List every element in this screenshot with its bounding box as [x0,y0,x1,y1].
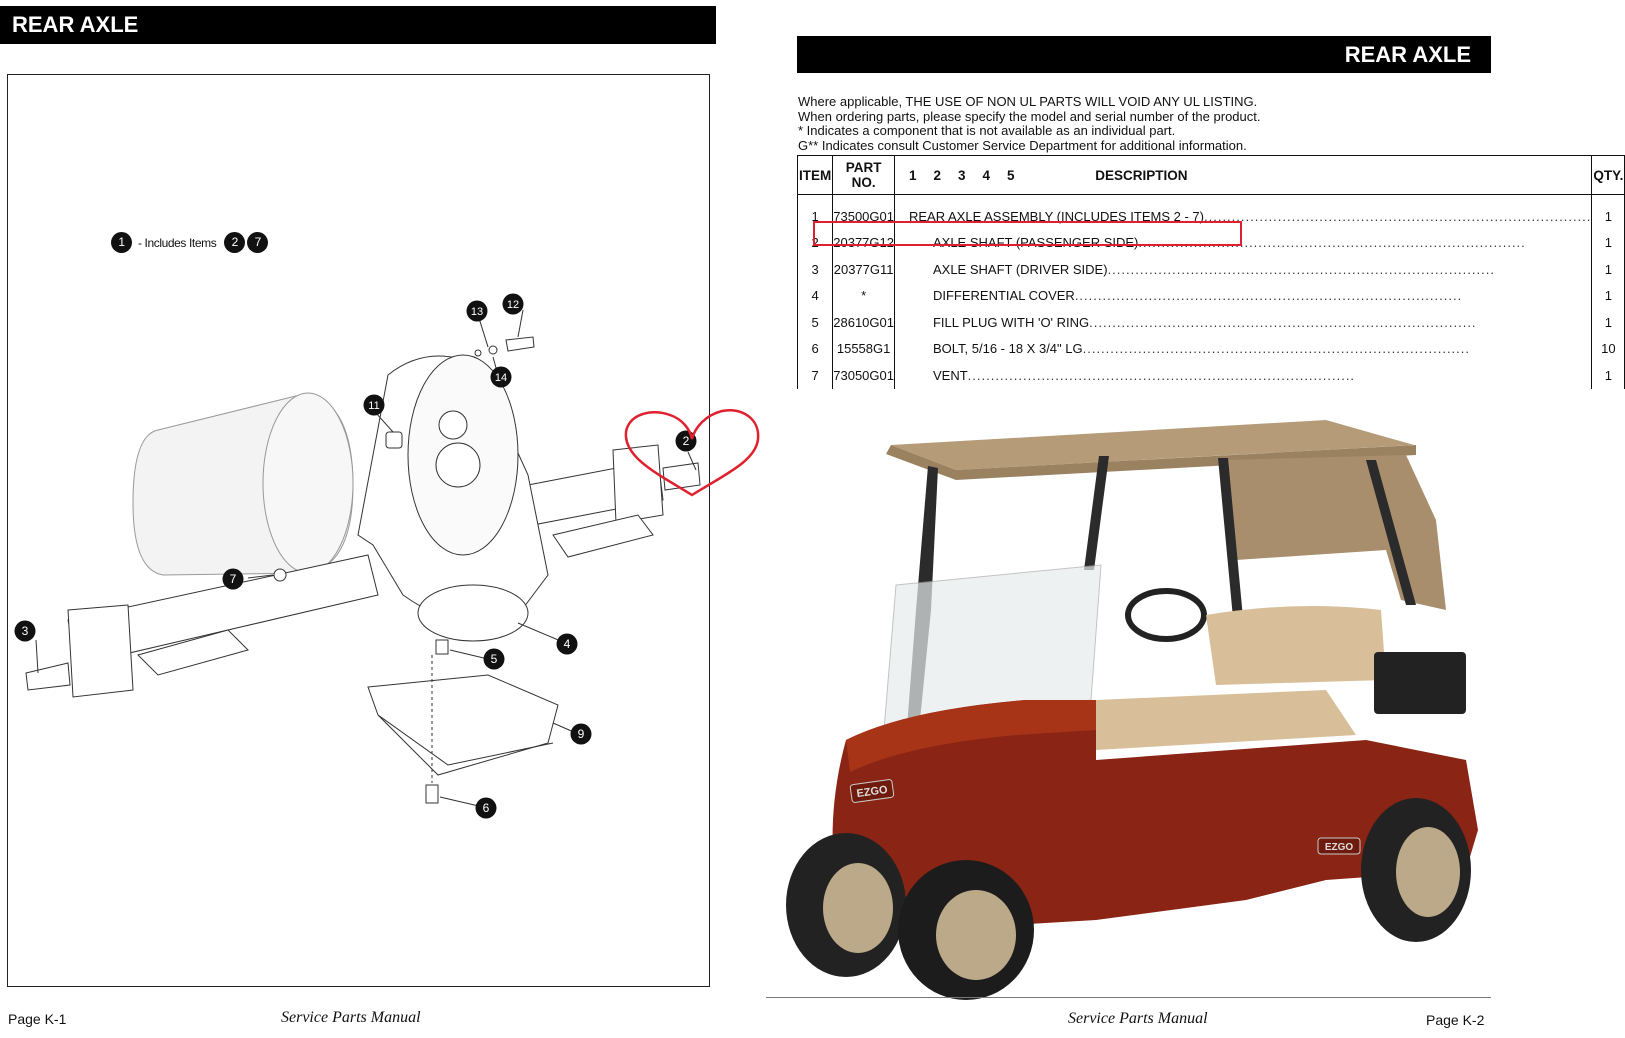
note-line: Where applicable, THE USE OF NON UL PARTS WILL VOID ANY UL LISTING. [798,94,1258,109]
footer-divider [766,997,1491,998]
part-number-cell: 20377G12 [833,230,895,257]
left-footer-title: Service Parts Manual [281,1009,421,1026]
legend-callout: 2 [224,232,245,253]
note-line: G** Indicates consult Customer Service Department for additional information. [798,137,1247,153]
table-row: 7 73050G01 VENT .................................................................................... 1 [798,362,1625,389]
part-number-cell: 28610G01 [833,309,895,336]
column-header-qty: QTY. [1592,156,1625,195]
diagram-linework [26,310,700,807]
description-cell: AXLE SHAFT (DRIVER SIDE) [932,261,1108,277]
svg-text:5: 5 [490,652,498,666]
callout-12 [503,294,524,315]
callout-13 [467,301,488,322]
table-row: 6 15558G1 BOLT, 5/16 - 18 X 3/4" LG .................................................................................... 10 [798,336,1625,363]
svg-text:3: 3 [21,624,29,638]
qty-cell: 1 [1592,283,1625,310]
level-label: 1 [908,167,917,183]
table-row: 5 28610G01 FILL PLUG WITH 'O' RING .................................................................................... 1 [798,309,1625,336]
callout-4 [557,634,578,655]
callout-6 [476,798,497,819]
callout-7 [223,569,244,590]
golf-cart-photo [766,400,1491,997]
right-page-number: Page K-2 [1426,1012,1485,1028]
svg-text:12: 12 [506,299,520,311]
qty-cell: 1 [1592,203,1625,230]
svg-text:4: 4 [563,637,571,651]
level-label: 4 [982,167,990,183]
table-row: 3 20377G11 AXLE SHAFT (DRIVER SIDE) .................................................................................... 1 [798,256,1625,283]
legend-callout: 7 [247,232,268,253]
part-number-cell: 20377G11 [833,256,895,283]
callout-markers [15,294,697,819]
svg-text:13: 13 [470,306,484,318]
column-header-description [894,156,1591,195]
part-number-cell: * [833,283,895,310]
svg-text:11: 11 [368,400,380,412]
parts-table [797,155,1624,383]
heart-annotation [620,405,765,500]
qty-cell: 1 [1592,309,1625,336]
table-row: 2 20377G12 AXLE SHAFT (PASSENGER SIDE) .................................................................................... 1 [798,230,1625,257]
part-number-cell: 73500G01 [833,203,895,230]
item-cell: 7 [798,362,833,389]
description-cell: REAR AXLE ASSEMBLY (INCLUDES ITEMS 2 - 7) [908,208,1204,224]
callout-14 [491,367,512,388]
callout-9 [571,724,592,745]
note-line: * Indicates a component that is not available as an individual part. [798,123,1176,138]
part-number-cell: 73050G01 [833,362,895,389]
left-page-header: REAR AXLE [0,6,716,44]
cart-badge: EZGO [855,783,889,801]
highlight-box [813,221,1242,246]
svg-text:7: 7 [229,572,237,586]
qty-cell: 1 [1592,230,1625,257]
qty-cell: 10 [1592,336,1625,363]
right-footer-title: Service Parts Manual [1068,1010,1208,1027]
svg-text:2: 2 [682,434,690,448]
ordering-notes [798,95,1488,153]
item-cell: 3 [798,256,833,283]
description-cell: BOLT, 5/16 - 18 X 3/4" LG [932,341,1083,357]
description-cell: AXLE SHAFT (PASSENGER SIDE) [932,235,1139,251]
legend-callout: 1 [111,232,132,253]
level-label: 5 [1006,167,1015,183]
item-cell: 5 [798,309,833,336]
exploded-diagram [7,74,710,987]
item-cell: 2 [798,230,833,257]
description-cell: DIFFERENTIAL COVER [932,288,1075,304]
callout-3 [15,621,36,642]
part-number-cell: 15558G1 [833,336,895,363]
column-header-item: ITEM [798,156,833,195]
right-page-header: REAR AXLE [797,36,1491,73]
callout-5 [484,649,505,670]
svg-text:9: 9 [577,727,585,741]
includes-legend [111,232,268,253]
qty-cell: 1 [1592,256,1625,283]
cart-badge-side: EZGO [1324,842,1354,853]
qty-cell: 1 [1592,362,1625,389]
description-cell: FILL PLUG WITH 'O' RING [932,314,1090,330]
table-row: 4 * DIFFERENTIAL COVER .................................................................................... 1 [798,283,1625,310]
description-label: DESCRIPTION [1095,167,1188,183]
svg-text:14: 14 [494,372,508,384]
description-cell: VENT [932,367,968,383]
legend-text: - Includes Items [138,235,217,250]
note-line: When ordering parts, please specify the model and serial number of the product. [798,108,1261,124]
svg-text:6: 6 [482,801,490,815]
item-cell: 1 [798,203,833,230]
column-header-part: PART NO. [833,156,895,195]
left-page-number: Page K-1 [8,1011,67,1027]
level-label: 2 [933,167,941,183]
item-cell: 6 [798,336,833,363]
level-label: 3 [957,167,966,183]
table-row: 1 73500G01 REAR AXLE ASSEMBLY (INCLUDES ITEMS 2 - 7) .................................................................................... 1 [798,203,1625,230]
callout-11 [364,395,385,416]
item-cell: 4 [798,283,833,310]
